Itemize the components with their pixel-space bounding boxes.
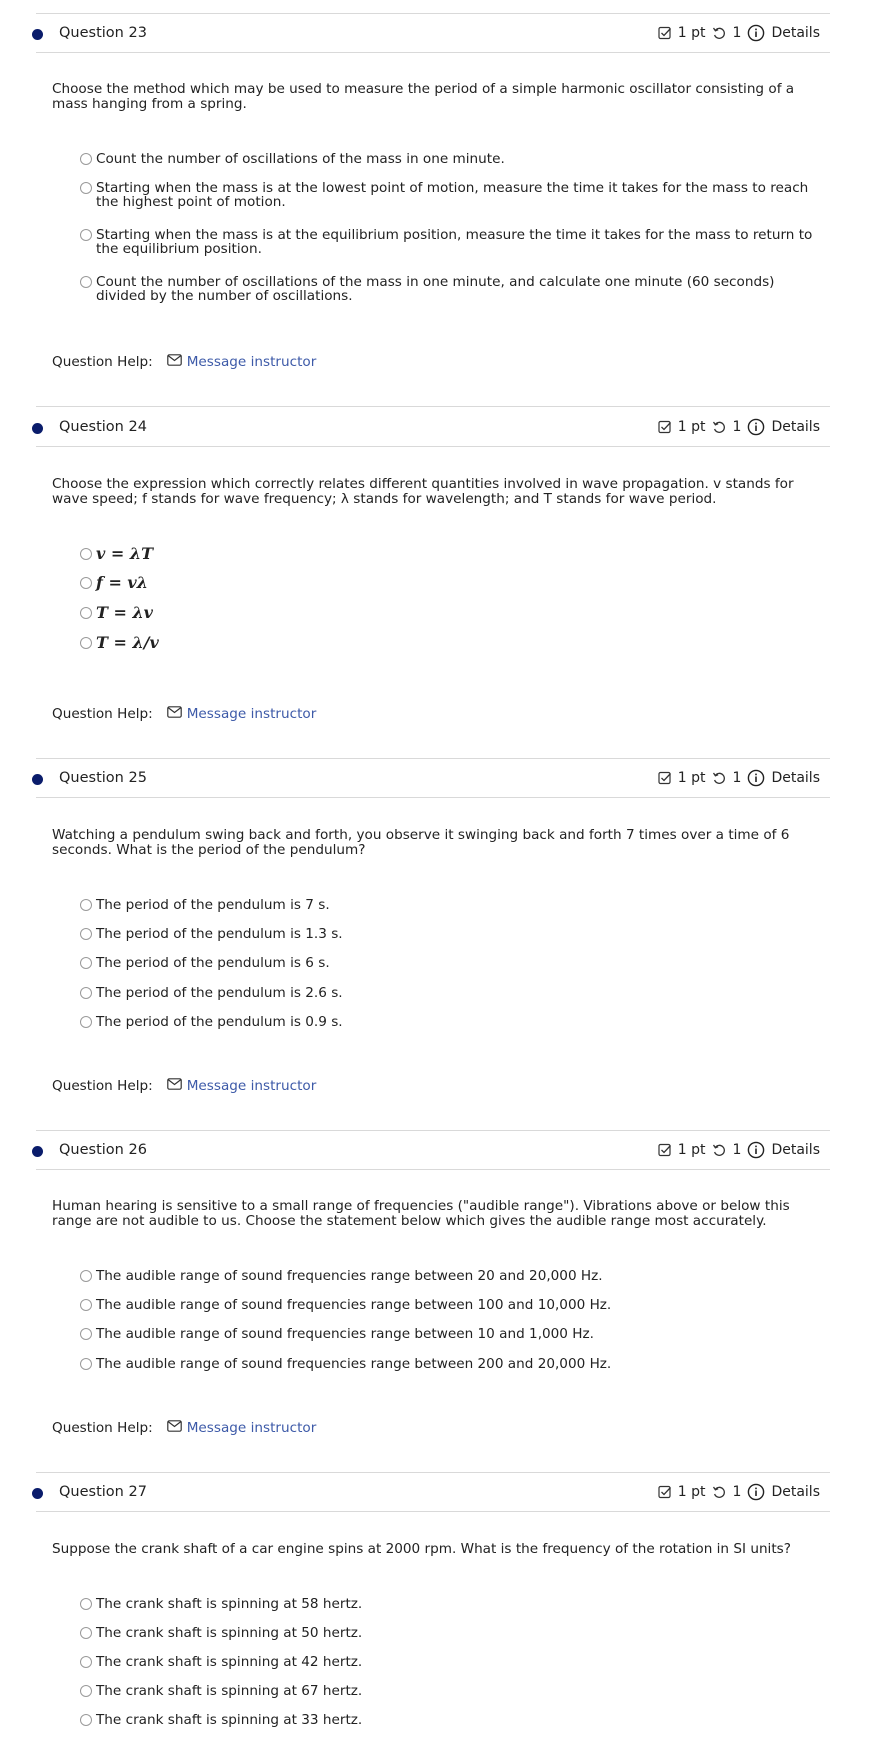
- question-title: Question 26: [59, 1142, 147, 1158]
- help-label: Question Help:: [52, 1420, 153, 1436]
- question-help: [52, 354, 316, 370]
- question-status-dot: [32, 1488, 43, 1499]
- checkbox-icon: [658, 1485, 672, 1499]
- answer-option[interactable]: [80, 603, 820, 622]
- question-header: [32, 24, 830, 48]
- radio-button[interactable]: [80, 153, 92, 165]
- retry-icon[interactable]: [712, 26, 727, 41]
- answer-option[interactable]: [80, 956, 820, 970]
- question-header: [32, 418, 830, 442]
- question-title: Question 23: [59, 25, 147, 41]
- details-link[interactable]: Details: [771, 25, 820, 41]
- option-formula: T = λ/v: [96, 633, 159, 652]
- info-icon[interactable]: [747, 418, 765, 436]
- radio-button[interactable]: [80, 1299, 92, 1311]
- radio-button[interactable]: [80, 1016, 92, 1028]
- radio-button[interactable]: [80, 1270, 92, 1282]
- question-title: Question 27: [59, 1484, 147, 1500]
- points-label: 1 pt: [677, 1484, 706, 1500]
- header-divider: [36, 446, 830, 447]
- option-label: Starting when the mass is at the equilibrium position, measure the time it takes for the mass to return to the equilibrium position.: [96, 227, 813, 257]
- answer-option[interactable]: [80, 275, 820, 303]
- radio-button[interactable]: [80, 637, 92, 649]
- option-label: The period of the pendulum is 7 s.: [96, 897, 330, 913]
- radio-button[interactable]: [80, 987, 92, 999]
- mail-icon: [167, 1420, 182, 1436]
- retry-icon[interactable]: [712, 1143, 727, 1158]
- help-label: Question Help:: [52, 706, 153, 722]
- question-help: [52, 706, 316, 722]
- answer-option[interactable]: [80, 1597, 820, 1611]
- answer-option[interactable]: [80, 633, 820, 652]
- attempts-count: 1: [732, 419, 742, 435]
- checkbox-icon: [658, 1143, 672, 1157]
- option-formula: f = vλ: [96, 573, 148, 592]
- details-link[interactable]: Details: [771, 1142, 820, 1158]
- answer-option[interactable]: [80, 1327, 820, 1341]
- details-link[interactable]: Details: [771, 770, 820, 786]
- header-divider: [36, 1169, 830, 1170]
- checkbox-icon: [658, 771, 672, 785]
- mail-icon: [167, 1078, 182, 1094]
- option-label: Count the number of oscillations of the mass in one minute.: [96, 151, 505, 167]
- option-label: The crank shaft is spinning at 42 hertz.: [96, 1654, 363, 1670]
- option-label: The crank shaft is spinning at 50 hertz.: [96, 1625, 363, 1641]
- radio-button[interactable]: [80, 899, 92, 911]
- answer-option[interactable]: [80, 1298, 820, 1312]
- points-label: 1 pt: [677, 1142, 706, 1158]
- question-status-dot: [32, 29, 43, 40]
- option-label: The crank shaft is spinning at 67 hertz.: [96, 1683, 363, 1699]
- points-label: 1 pt: [677, 770, 706, 786]
- option-label: Count the number of oscillations of the mass in one minute, and calculate one minute (60 seconds) divided by the number of oscillations.: [96, 274, 775, 304]
- option-label: The audible range of sound frequencies range between 100 and 10,000 Hz.: [96, 1297, 612, 1313]
- option-label: The period of the pendulum is 2.6 s.: [96, 985, 343, 1001]
- radio-button[interactable]: [80, 607, 92, 619]
- points-label: 1 pt: [677, 419, 706, 435]
- answer-option[interactable]: [80, 898, 820, 912]
- question-divider: [36, 1130, 830, 1131]
- attempts-count: 1: [732, 770, 742, 786]
- info-icon[interactable]: [747, 24, 765, 42]
- answer-option[interactable]: [80, 228, 820, 256]
- attempts-count: 1: [732, 25, 742, 41]
- question-prompt: Human hearing is sensitive to a small range of frequencies ("audible range"). Vibrations above or below this range are not audible to us. Choose the statement below which gives the audible range most accurately.: [52, 1198, 790, 1229]
- mail-icon: [167, 354, 182, 370]
- answer-option[interactable]: [80, 986, 820, 1000]
- answer-option[interactable]: [80, 181, 820, 209]
- question-meta: [658, 418, 820, 436]
- answer-option[interactable]: [80, 1713, 820, 1727]
- message-instructor-label: Message instructor: [186, 1078, 317, 1094]
- question-header: [32, 1483, 830, 1507]
- message-instructor-link[interactable]: [167, 354, 317, 370]
- info-icon[interactable]: [747, 1483, 765, 1501]
- question-prompt: Suppose the crank shaft of a car engine spins at 2000 rpm. What is the frequency of the rotation in SI units?: [52, 1541, 791, 1557]
- radio-button[interactable]: [80, 548, 92, 560]
- header-divider: [36, 1511, 830, 1512]
- checkbox-icon: [658, 26, 672, 40]
- option-label: The crank shaft is spinning at 58 hertz.: [96, 1596, 363, 1612]
- question-divider: [36, 1472, 830, 1473]
- option-label: The audible range of sound frequencies range between 200 and 20,000 Hz.: [96, 1356, 612, 1372]
- answer-option[interactable]: [80, 1357, 820, 1371]
- question-divider: [36, 13, 830, 14]
- answer-option[interactable]: [80, 1655, 820, 1669]
- answer-option[interactable]: [80, 1626, 820, 1640]
- radio-button[interactable]: [80, 1685, 92, 1697]
- option-label: Starting when the mass is at the lowest point of motion, measure the time it takes for the mass to reach the highest point of motion.: [96, 180, 809, 210]
- option-label: The period of the pendulum is 1.3 s.: [96, 926, 343, 942]
- answer-option[interactable]: [80, 1684, 820, 1698]
- question-help: [52, 1078, 316, 1094]
- question-status-dot: [32, 1146, 43, 1157]
- question-meta: [658, 1141, 820, 1159]
- question-divider: [36, 758, 830, 759]
- message-instructor-link[interactable]: [167, 706, 317, 722]
- retry-icon[interactable]: [712, 420, 727, 435]
- answer-option[interactable]: [80, 927, 820, 941]
- radio-button[interactable]: [80, 1656, 92, 1668]
- question-divider: [36, 406, 830, 407]
- answer-option[interactable]: [80, 1015, 820, 1029]
- header-divider: [36, 52, 830, 53]
- option-formula: T = λv: [96, 603, 153, 622]
- question-prompt: Watching a pendulum swing back and forth, you observe it swinging back and forth 7 times over a time of 6 seconds. What is the period of the pendulum?: [52, 827, 790, 858]
- message-instructor-link[interactable]: [167, 1078, 317, 1094]
- info-icon[interactable]: [747, 769, 765, 787]
- option-label: The period of the pendulum is 6 s.: [96, 955, 330, 971]
- retry-icon[interactable]: [712, 1485, 727, 1500]
- question-header: [32, 769, 830, 793]
- answer-option[interactable]: [80, 1269, 820, 1283]
- question-status-dot: [32, 423, 43, 434]
- option-label: The audible range of sound frequencies range between 20 and 20,000 Hz.: [96, 1268, 603, 1284]
- attempts-count: 1: [732, 1484, 742, 1500]
- details-link[interactable]: Details: [771, 419, 820, 435]
- option-label: The audible range of sound frequencies range between 10 and 1,000 Hz.: [96, 1326, 594, 1342]
- radio-button[interactable]: [80, 229, 92, 241]
- help-label: Question Help:: [52, 1078, 153, 1094]
- message-instructor-label: Message instructor: [186, 1420, 317, 1436]
- question-meta: [658, 24, 820, 42]
- question-help: [52, 1420, 316, 1436]
- message-instructor-label: Message instructor: [186, 706, 317, 722]
- message-instructor-link[interactable]: [167, 1420, 317, 1436]
- message-instructor-label: Message instructor: [186, 354, 317, 370]
- info-icon[interactable]: [747, 1141, 765, 1159]
- option-formula: v = λT: [96, 544, 153, 563]
- radio-button[interactable]: [80, 182, 92, 194]
- answer-option[interactable]: [80, 573, 820, 592]
- radio-button[interactable]: [80, 276, 92, 288]
- question-prompt: Choose the method which may be used to measure the period of a simple harmonic oscillator consisting of a mass hanging from a spring.: [52, 81, 795, 112]
- radio-button[interactable]: [80, 1714, 92, 1726]
- attempts-count: 1: [732, 1142, 742, 1158]
- retry-icon[interactable]: [712, 771, 727, 786]
- radio-button[interactable]: [80, 1627, 92, 1639]
- question-title: Question 24: [59, 419, 147, 435]
- question-meta: [658, 1483, 820, 1501]
- header-divider: [36, 797, 830, 798]
- question-status-dot: [32, 774, 43, 785]
- question-meta: [658, 769, 820, 787]
- mail-icon: [167, 706, 182, 722]
- checkbox-icon: [658, 420, 672, 434]
- answer-option[interactable]: [80, 152, 820, 166]
- option-label: The period of the pendulum is 0.9 s.: [96, 1014, 343, 1030]
- radio-button[interactable]: [80, 1358, 92, 1370]
- question-title: Question 25: [59, 770, 147, 786]
- radio-button[interactable]: [80, 577, 92, 589]
- option-label: The crank shaft is spinning at 33 hertz.: [96, 1712, 363, 1728]
- radio-button[interactable]: [80, 1598, 92, 1610]
- answer-option[interactable]: [80, 544, 820, 563]
- radio-button[interactable]: [80, 1328, 92, 1340]
- points-label: 1 pt: [677, 25, 706, 41]
- help-label: Question Help:: [52, 354, 153, 370]
- question-header: [32, 1141, 830, 1165]
- details-link[interactable]: Details: [771, 1484, 820, 1500]
- radio-button[interactable]: [80, 928, 92, 940]
- question-prompt: Choose the expression which correctly relates different quantities involved in wave propagation. v stands for wave speed; f stands for wave frequency; λ stands for wavelength; and T stands for wave period.: [52, 476, 794, 507]
- radio-button[interactable]: [80, 957, 92, 969]
